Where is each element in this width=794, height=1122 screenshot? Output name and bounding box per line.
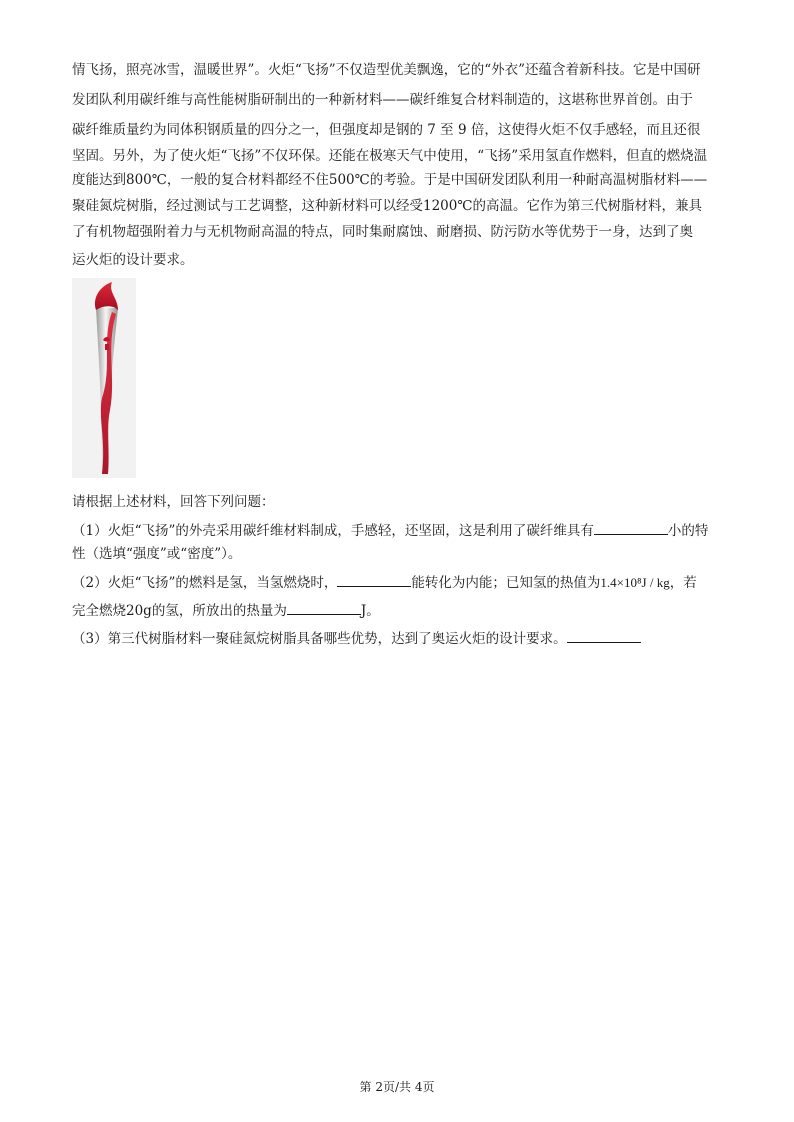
passage-line: 发团队利用碳纤维与高性能树脂研制出的一种新材料——碳纤维复合材料制造的，这堪称世界首创。由于 <box>72 92 693 108</box>
question-2-line-1 <box>72 572 732 593</box>
passage-line: 坚固。另外，为了使火炬“飞扬”不仅环保。还能在极寒天气中使用，“飞扬”采用氢直作燃料，但直的燃烧温 <box>72 148 708 164</box>
question-1-text: （1）火炬“飞扬”的外壳采用碳纤维材料制成，手感轻，还坚固，这是利用了碳纤维具有 <box>72 523 594 539</box>
heat-value-formula: 1.4×10⁸J / kg <box>600 575 670 590</box>
question-2-text-cont: 能转化为内能；已知氢的热值为 <box>411 575 601 591</box>
passage-line: 运火炬的设计要求。 <box>72 252 194 268</box>
instruction-text: 请根据上述材料，回答下列问题： <box>72 494 275 510</box>
torch-icon <box>72 278 136 478</box>
passage-line: 情飞扬，照亮冰雪，温暖世界”。火炬“飞扬”不仅造型优美飘逸，它的“外衣”还蕴含着新科技。它是中国研 <box>72 62 701 78</box>
question-2-text: （2）火炬“飞扬”的燃料是氢，当氢燃烧时， <box>72 575 338 591</box>
passage-line: 碳纤维质量约为同体积钢质量的四分之一，但强度却是钢的 7 至 9 倍，这使得火炬不仅手感轻，而且还很 <box>72 122 701 138</box>
answer-blank-4[interactable] <box>567 628 641 643</box>
question-2-text-end: ，若 <box>669 575 697 591</box>
passage-line: 度能达到800℃，一般的复合材料都经不住500℃的考验。于是中国研发团队利用一种耐高温树脂材料—— <box>72 172 708 188</box>
passage-line: 了有机物超强附着力与无机物耐高温的特点，同时集耐腐蚀、耐磨损、防污防水等优势于一身，达到了奥 <box>72 224 693 240</box>
page-footer: 第 2页/共 4页 <box>359 1080 435 1094</box>
question-2-text-2: 完全燃烧20g的氢，所放出的热量为 <box>72 603 287 619</box>
torch-image <box>72 278 136 478</box>
answer-blank-2[interactable] <box>337 572 411 587</box>
question-2-line-2 <box>72 600 732 621</box>
answer-blank-1[interactable] <box>594 520 668 535</box>
question-3-line <box>72 628 732 649</box>
question-2-unit: J。 <box>360 603 380 619</box>
answer-blank-3[interactable] <box>287 600 361 615</box>
question-1-text-cont: 小的特 <box>667 523 709 539</box>
question-1-line-1 <box>72 520 732 541</box>
passage-line: 聚硅氮烷树脂，经过测试与工艺调整，这种新材料可以经受1200℃的高温。它作为第三代树脂材料，兼具 <box>72 198 702 214</box>
question-3-text: （3）第三代树脂材料一聚硅氮烷树脂具备哪些优势，达到了奥运火炬的设计要求。 <box>72 631 567 647</box>
question-1-line-2: 性（选填“强度”或“密度”）。 <box>72 546 242 562</box>
